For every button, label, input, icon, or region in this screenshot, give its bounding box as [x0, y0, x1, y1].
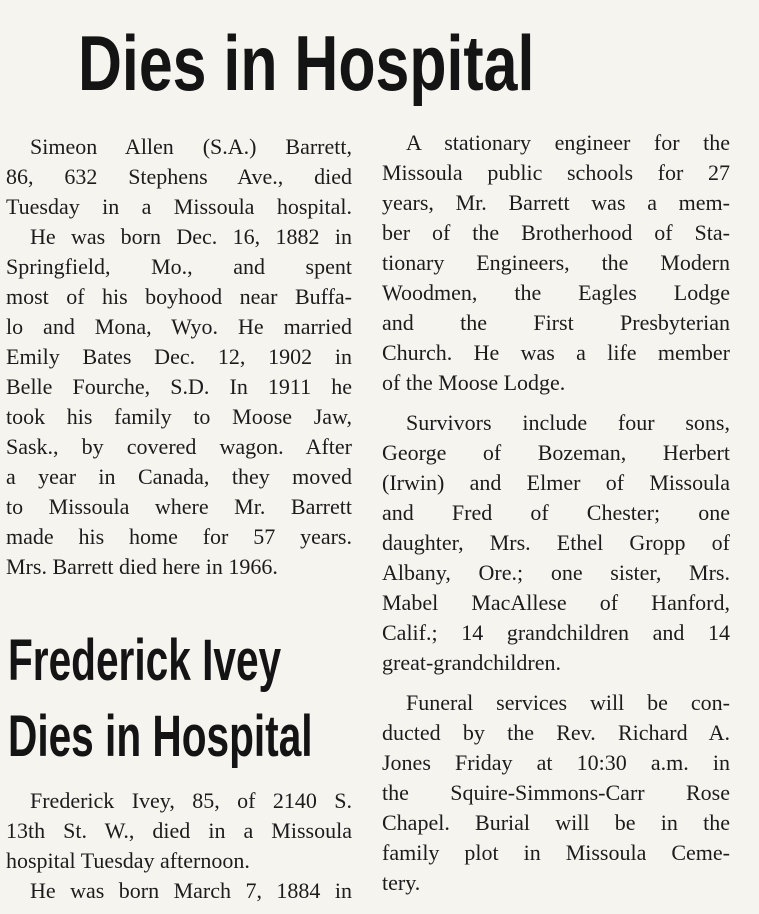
text-line: Woodmen, the Eagles Lodge	[382, 280, 730, 305]
text-line: Frederick Ivey, 85, of 2140 S.	[30, 788, 352, 813]
text-line: Belle Fourche, S.D. In 1911 he	[6, 374, 352, 399]
text-line: He was born Dec. 16, 1882 in	[30, 224, 352, 249]
text-line: Springfield, Mo., and spent	[6, 254, 352, 279]
text-line: to Missoula where Mr. Barrett	[6, 494, 352, 519]
headline-ivey-line2: Dies in Hospital	[8, 704, 313, 769]
headline-barrett: Dies in Hospital	[78, 19, 535, 107]
text-line: a year in Canada, they moved	[6, 464, 352, 489]
text-line: 86, 632 Stephens Ave., died	[6, 164, 352, 189]
text-line: ducted by the Rev. Richard A.	[382, 720, 730, 745]
ivey-column	[6, 786, 352, 906]
text-line: A stationary engineer for the	[406, 130, 730, 155]
text-line: George of Bozeman, Herbert	[382, 440, 730, 465]
text-line: the Squire-Simmons-Carr Rose	[382, 780, 730, 805]
barrett-column-left	[6, 132, 352, 582]
text-line: Jones Friday at 10:30 a.m. in	[382, 750, 730, 775]
text-line: lo and Mona, Wyo. He married	[6, 314, 352, 339]
text-line: Calif.; 14 grandchildren and 14	[382, 620, 730, 645]
text-line: Mrs. Barrett died here in 1966.	[6, 554, 278, 579]
text-line: hospital Tuesday afternoon.	[6, 848, 250, 873]
text-line: Survivors include four sons,	[406, 410, 730, 435]
text-line: took his family to Moose Jaw,	[6, 404, 352, 429]
text-line: tionary Engineers, the Modern	[382, 250, 730, 275]
text-line: most of his boyhood near Buffa-	[6, 284, 352, 309]
text-line: ber of the Brotherhood of Sta-	[382, 220, 730, 245]
text-line: and the First Presbyterian	[382, 310, 730, 335]
text-line: Tuesday in a Missoula hospital.	[6, 194, 352, 219]
text-line: 13th St. W., died in a Missoula	[6, 818, 352, 843]
barrett-column-right	[382, 128, 730, 898]
text-line: Simeon Allen (S.A.) Barrett,	[30, 134, 352, 159]
text-line: great-grandchildren.	[382, 650, 561, 675]
text-line: years, Mr. Barrett was a mem-	[382, 190, 730, 215]
text-line: made his home for 57 years.	[6, 524, 352, 549]
text-line: Chapel. Burial will be in the	[382, 810, 730, 835]
text-line: daughter, Mrs. Ethel Gropp of	[382, 530, 730, 555]
text-line: Funeral services will be con-	[406, 690, 730, 715]
text-line: He was born March 7, 1884 in	[30, 878, 352, 903]
text-line: of the Moose Lodge.	[382, 370, 566, 395]
headline-ivey-line1: Frederick Ivey	[8, 628, 282, 693]
text-line: (Irwin) and Elmer of Missoula	[382, 470, 730, 495]
text-line: Missoula public schools for 27	[382, 160, 730, 185]
text-line: Sask., by covered wagon. After	[6, 434, 352, 459]
text-line: Albany, Ore.; one sister, Mrs.	[382, 560, 730, 585]
text-line: Mabel MacAllese of Hanford,	[382, 590, 730, 615]
text-line: tery.	[382, 870, 421, 895]
text-line: Emily Bates Dec. 12, 1902 in	[6, 344, 352, 369]
text-line: and Fred of Chester; one	[382, 500, 730, 525]
text-line: family plot in Missoula Ceme-	[382, 840, 730, 865]
text-line: Church. He was a life member	[382, 340, 730, 365]
